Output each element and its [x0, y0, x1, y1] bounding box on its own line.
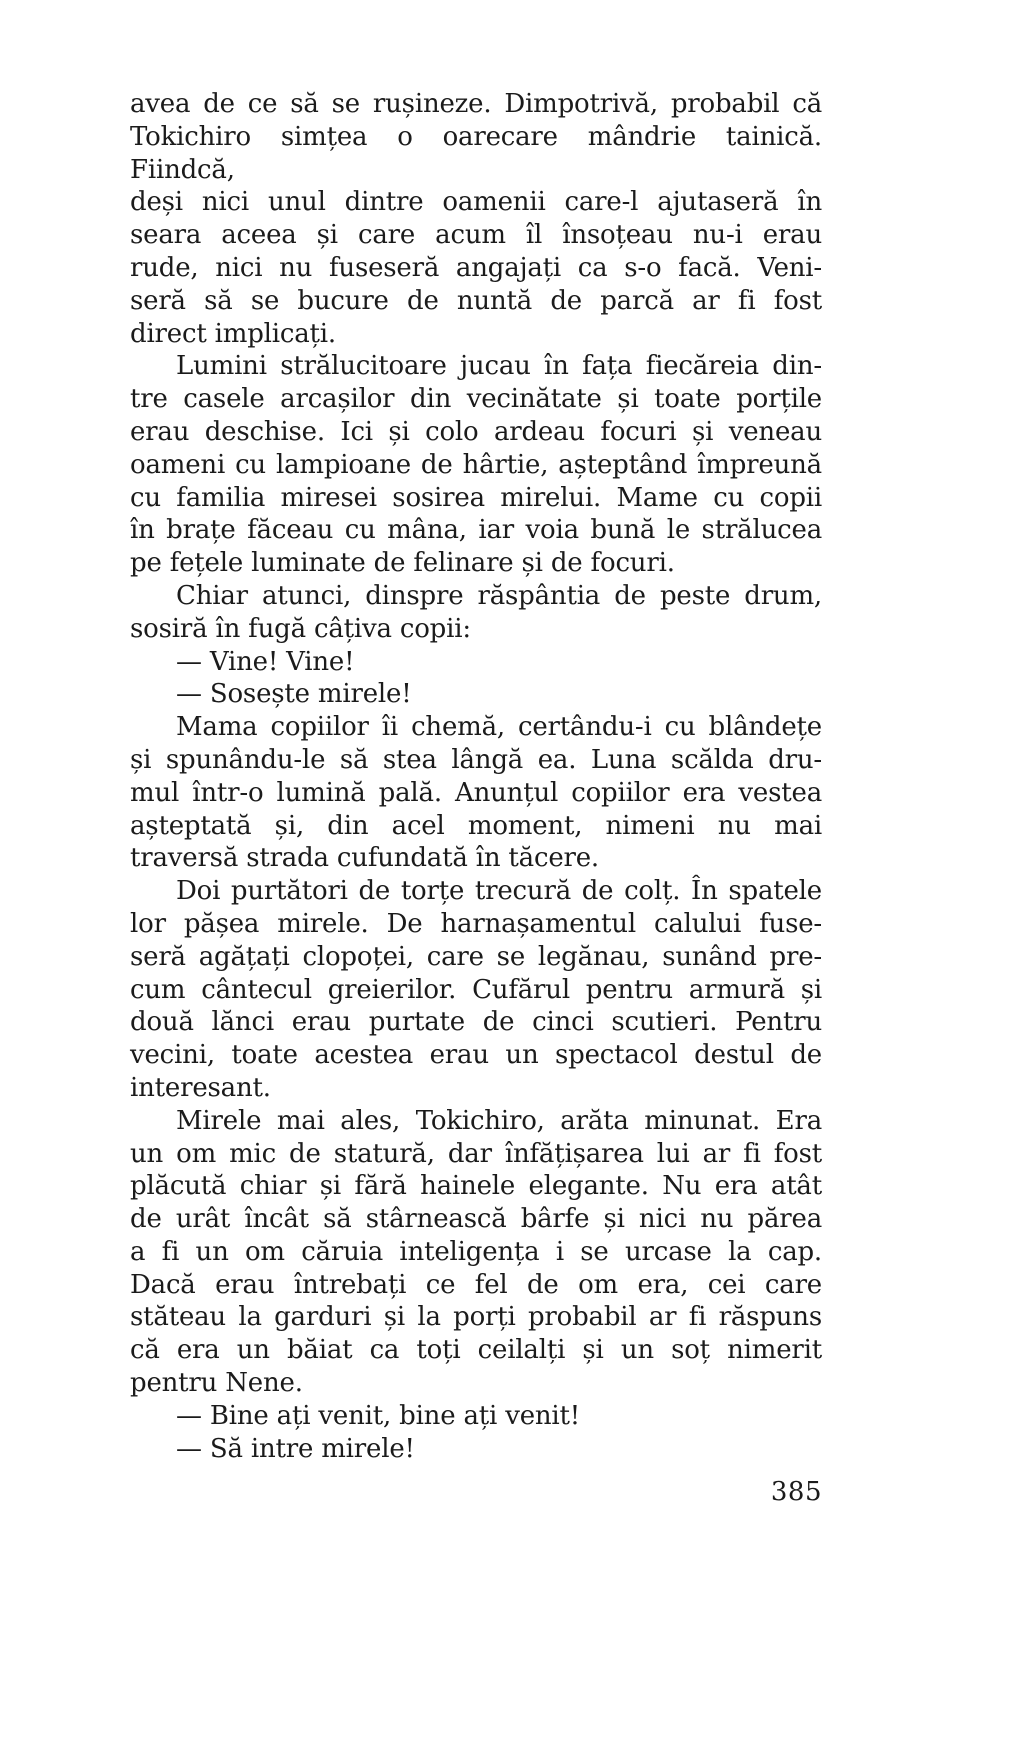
text-line: Chiar atunci, dinspre răspântia de peste drum, [176, 580, 822, 611]
paragraph [130, 1433, 822, 1466]
text-line: — Să intre mirele! [176, 1433, 415, 1464]
text-line: Lumini strălucitoare jucau în fața fiecăreia din- [176, 351, 822, 382]
text-line: seara aceea și care acum îl însoțeau nu-i erau [130, 220, 822, 251]
page-text [130, 88, 822, 1465]
text-line: sosiră în fugă câțiva copii: [130, 613, 471, 644]
text-line: — Vine! Vine! [176, 646, 355, 677]
text-line: seră să se bucure de nuntă de parcă ar fi fost [130, 285, 822, 316]
text-line: cum cântecul greierilor. Cufărul pentru armură și [130, 974, 822, 1005]
text-line: așteptată și, din acel moment, nimeni nu mai [130, 810, 822, 841]
text-line: Doi purtători de torțe trecură de colț. În spatele [176, 876, 822, 907]
paragraph [130, 875, 822, 1105]
text-line: în brațe făceau cu mâna, iar voia bună le strălucea [130, 515, 822, 546]
text-line: seră agățați clopoței, care se legănau, sunând pre- [130, 941, 822, 972]
text-line: a fi un om căruia inteligența i se urcase la cap. [130, 1236, 822, 1267]
text-line: tre casele arcașilor din vecinătate și toate porțile [130, 384, 822, 415]
text-line: Mirele mai ales, Tokichiro, arăta minunat. Era [176, 1105, 822, 1136]
text-line: un om mic de statură, dar înfățișarea lui ar fi fost [130, 1138, 822, 1169]
text-line: Dacă erau întrebați ce fel de om era, cei care [130, 1269, 822, 1300]
text-line: cu familia miresei sosirea mirelui. Mame cu copii [130, 482, 822, 513]
text-line: — Bine ați venit, bine ați venit! [176, 1400, 581, 1431]
text-line: oameni cu lampioane de hârtie, așteptând împreună [130, 449, 822, 480]
text-line: și spunându-le să stea lângă ea. Luna scălda dru- [130, 744, 822, 775]
text-line: două lănci erau purtate de cinci scutieri. Pentru [130, 1007, 822, 1038]
text-line: avea de ce să se rușineze. Dimpotrivă, probabil că [130, 89, 822, 119]
text-line: direct implicați. [130, 318, 336, 349]
text-line: mul într-o lumină pală. Anunțul copiilor era vestea [130, 777, 822, 808]
paragraph [130, 678, 822, 711]
text-line: pentru Nene. [130, 1368, 303, 1399]
paragraph [130, 350, 822, 580]
text-line: plăcută chiar și fără hainele elegante. Nu era atât [130, 1171, 822, 1202]
paragraph [130, 88, 822, 350]
text-line: Mama copiilor îi chemă, certându-i cu blândețe [176, 712, 822, 743]
paragraph [130, 646, 822, 679]
text-line: interesant. [130, 1072, 271, 1103]
text-line: rude, nici nu fuseseră angajați ca s-o facă. Veni- [130, 252, 822, 283]
text-line: deși nici unul dintre oamenii care-l ajutaseră în [130, 187, 822, 218]
text-line: că era un băiat ca toți ceilalți și un soț nimerit [130, 1335, 822, 1366]
text-line: Tokichiro simțea o oarecare mândrie tainică. Fiindcă, [130, 121, 822, 185]
paragraph [130, 711, 822, 875]
text-line: vecini, toate acestea erau un spectacol destul de [130, 1040, 822, 1071]
text-line: pe fețele luminate de felinare și de focuri. [130, 548, 675, 579]
paragraph [130, 580, 822, 646]
page-number: 385 [770, 1477, 822, 1507]
text-line: — Sosește mirele! [176, 679, 412, 710]
text-line: erau deschise. Ici și colo ardeau focuri și veneau [130, 416, 822, 447]
text-line: traversă strada cufundată în tăcere. [130, 843, 600, 874]
paragraph [130, 1105, 822, 1400]
text-line: lor pășea mirele. De harnașamentul calului fuse- [130, 908, 822, 939]
text-line: de urât încât să stârnească bârfe și nici nu părea [130, 1204, 822, 1235]
text-line: stăteau la garduri și la porți probabil ar fi răspuns [130, 1302, 822, 1333]
paragraph [130, 1400, 822, 1433]
